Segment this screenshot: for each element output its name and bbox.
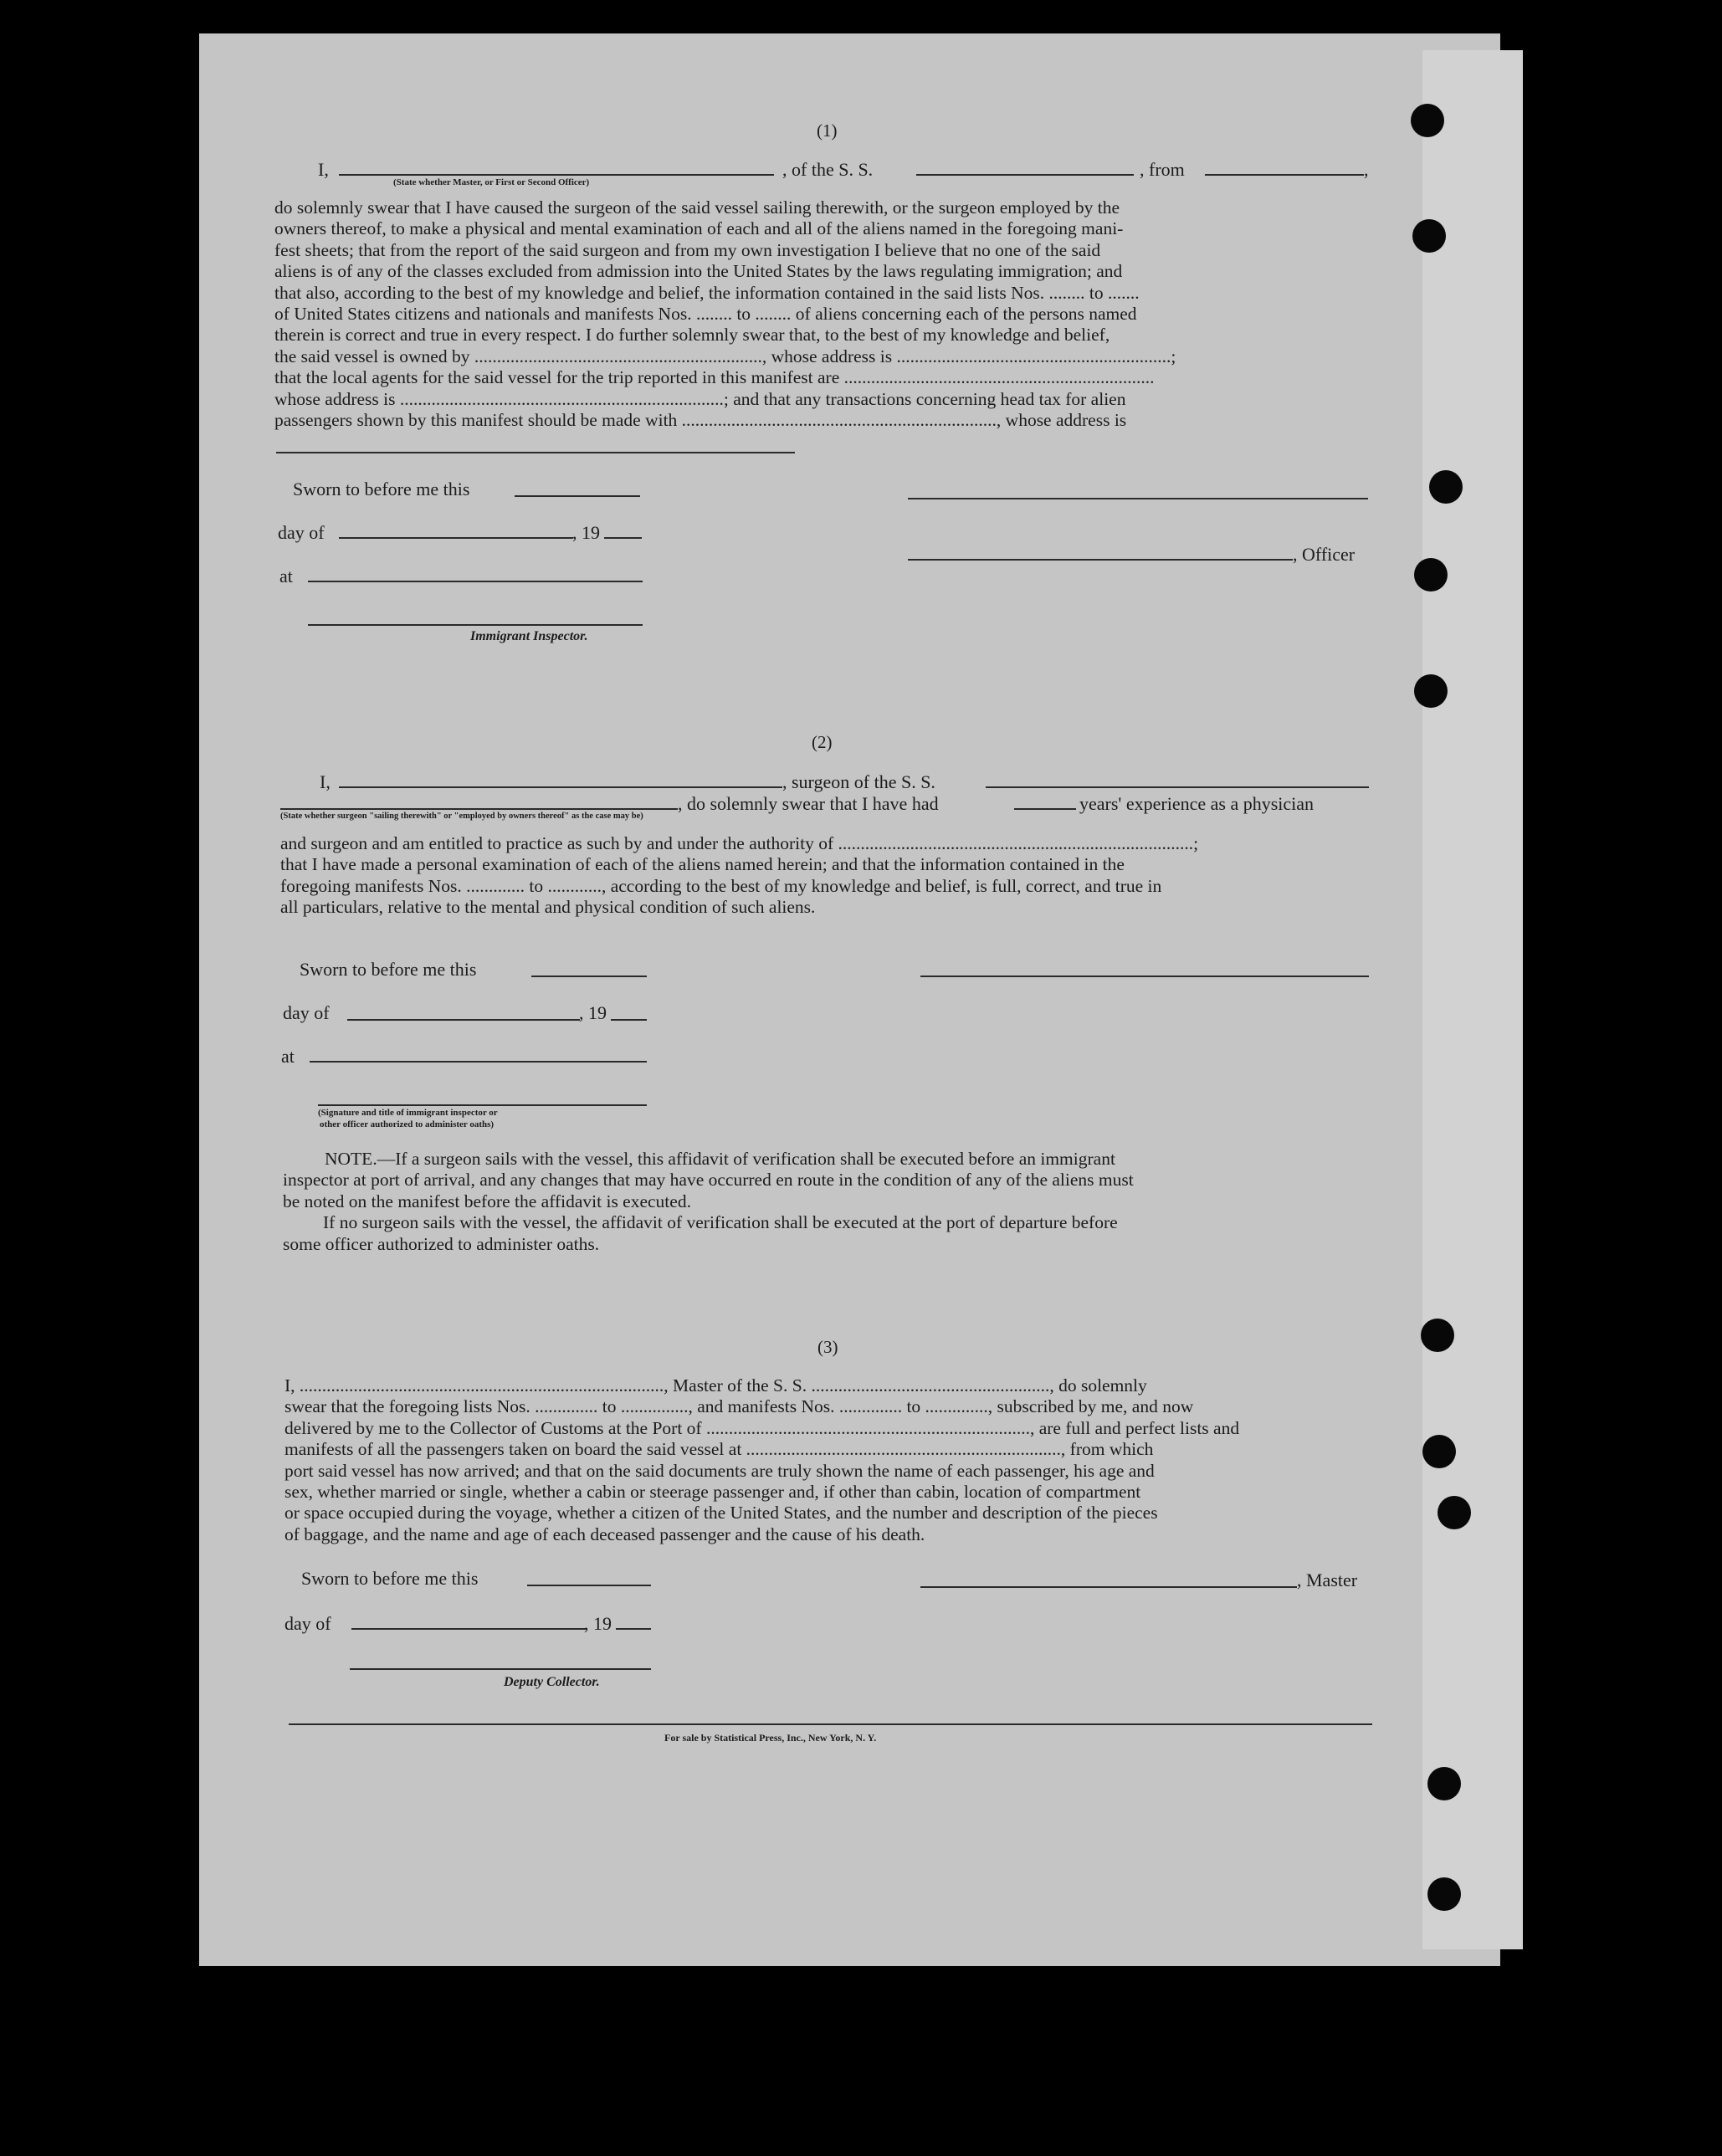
blank-line xyxy=(515,495,640,497)
blank-line xyxy=(351,1628,586,1630)
day-label: day of xyxy=(283,1002,330,1023)
signature-line xyxy=(308,624,643,626)
oath-line: do solemnly swear that I have caused the surgeon of the said vessel sailing therewith, or the surgeon employed by the xyxy=(274,197,1120,218)
blank-line xyxy=(1014,808,1076,810)
signer-caption: other officer authorized to administer oaths) xyxy=(320,1119,495,1129)
oath-body xyxy=(274,197,1367,431)
field-caption: (State whether surgeon "sailing therewith" or "employed by owners thereof" as the case may be) xyxy=(280,812,643,821)
oath-line: whose address is ........................................................................; and that any transactions concerning head tax for alien xyxy=(274,388,1126,409)
signature-line xyxy=(920,1586,1297,1588)
oath-line: or space occupied during the voyage, whether a citizen of the United States, and the number and description of the pieces xyxy=(284,1503,1158,1524)
year-label: , 19 xyxy=(584,1613,612,1634)
punch-hole xyxy=(1421,1319,1454,1352)
printer-imprint: For sale by Statistical Press, Inc., New York, N. Y. xyxy=(664,1732,877,1744)
blank-line xyxy=(308,581,643,582)
blank-line xyxy=(347,1019,580,1021)
blank-line xyxy=(604,537,642,539)
punch-hole xyxy=(1427,1767,1461,1800)
oath-line: that I have made a personal examination of each of the aliens named herein; and that the information contained in the xyxy=(280,854,1125,875)
punch-hole xyxy=(1414,674,1448,708)
signature-line xyxy=(908,498,1368,499)
section-number: (3) xyxy=(817,1337,838,1357)
at-label: at xyxy=(281,1046,295,1067)
oath-line: therein is correct and true in every respect. I do further solemnly swear that, to the best of my knowledge and belief, xyxy=(274,325,1110,346)
oath-line: and surgeon and am entitled to practice as such by and under the authority of ...............................................................................; xyxy=(280,833,1199,853)
oath-line: I, ................................................................................., Master of the S. S. ....................................................., do solemnly xyxy=(284,1375,1147,1396)
page-edge xyxy=(1422,50,1523,1949)
blank-line xyxy=(339,537,573,539)
oath-text: , do solemnly swear that I have had xyxy=(678,793,939,814)
note-line: some officer authorized to administer oaths. xyxy=(283,1233,600,1254)
oath-text: , xyxy=(1364,159,1369,180)
field-caption: (State whether Master, or First or Second Officer) xyxy=(393,177,590,187)
oath-line: sex, whether married or single, whether a cabin or steerage passenger and, if other than cabin, location of compartment xyxy=(284,1482,1141,1503)
signature-line xyxy=(318,1104,647,1106)
footer-rule xyxy=(289,1723,1372,1725)
blank-line xyxy=(1205,174,1364,176)
note-line: If no surgeon sails with the vessel, the affidavit of verification shall be executed at the port of departure before xyxy=(323,1212,1118,1233)
oath-line: the said vessel is owned by ................................................................, whose address is .............................................................; xyxy=(274,346,1176,366)
master-label: , Master xyxy=(1297,1570,1358,1590)
oath-line: all particulars, relative to the mental and physical condition of such aliens. xyxy=(280,897,816,918)
oath-line: that the local agents for the said vessel for the trip reported in this manifest are ..................................................................... xyxy=(274,367,1155,388)
oath-line: manifests of all the passengers taken on board the said vessel at ......................................................................, from which xyxy=(284,1439,1154,1460)
blank-line xyxy=(339,174,774,176)
blank-line xyxy=(276,452,795,453)
punch-hole xyxy=(1414,558,1448,591)
oath-line: owners thereof, to make a physical and mental examination of each and all of the aliens named in the foregoing mani- xyxy=(274,218,1124,239)
signature-line xyxy=(920,976,1369,977)
signer-title: Immigrant Inspector. xyxy=(470,629,588,643)
blank-line xyxy=(280,808,678,810)
sworn-label: Sworn to before me this xyxy=(300,959,477,980)
punch-hole xyxy=(1427,1877,1461,1911)
blank-line xyxy=(616,1628,651,1630)
punch-hole xyxy=(1429,470,1463,504)
punch-hole xyxy=(1411,104,1444,137)
oath-line: fest sheets; that from the report of the said surgeon and from my own investigation I believe that no one of the said xyxy=(274,239,1101,260)
oath-text: , of the S. S. xyxy=(782,159,874,180)
year-label: , 19 xyxy=(572,522,600,543)
oath-line: passengers shown by this manifest should be made with ......................................................................, whose address is xyxy=(274,410,1127,431)
signature-line xyxy=(908,559,1293,561)
note-line: NOTE.—If a surgeon sails with the vessel, this affidavit of verification shall be executed before an immigrant xyxy=(325,1149,1115,1169)
oath-line: foregoing manifests Nos. ............. to ............, according to the best of my knowledge and belief, is full, correct, and true in xyxy=(280,875,1162,896)
note-line: be noted on the manifest before the affidavit is executed. xyxy=(283,1191,691,1211)
sworn-label: Sworn to before me this xyxy=(293,479,470,499)
oath-line: aliens is of any of the classes excluded from admission into the United States by the laws regulating immigration; and xyxy=(274,261,1123,282)
day-label: day of xyxy=(278,522,325,543)
officer-label: , Officer xyxy=(1293,544,1356,565)
oath-text: , surgeon of the S. S. xyxy=(782,771,935,792)
oath-text: I, xyxy=(320,771,331,792)
punch-hole xyxy=(1412,219,1446,253)
oath-text: I, xyxy=(318,159,329,180)
blank-line xyxy=(339,786,782,788)
blank-line xyxy=(611,1019,647,1021)
blank-line xyxy=(310,1061,647,1063)
oath-line: swear that the foregoing lists Nos. .............. to ..............., and manifests Nos. .............. to .............., subscribed by me, and now xyxy=(284,1396,1194,1417)
oath-body xyxy=(284,1375,1374,1545)
note-paragraph xyxy=(283,1149,1372,1255)
oath-line: of baggage, and the name and age of each deceased passenger and the cause of his death. xyxy=(284,1524,925,1544)
signature-line xyxy=(350,1668,651,1670)
oath-line: delivered by me to the Collector of Customs at the Port of ........................................................................, are full and perfect lists and xyxy=(284,1417,1240,1438)
year-label: , 19 xyxy=(579,1002,607,1023)
at-label: at xyxy=(279,566,293,586)
blank-line xyxy=(531,976,647,977)
day-label: day of xyxy=(284,1613,331,1634)
oath-text: , from xyxy=(1140,159,1185,180)
note-line: inspector at port of arrival, and any changes that may have occurred en route in the condition of any of the aliens must xyxy=(283,1170,1134,1191)
section-number: (1) xyxy=(817,120,838,141)
blank-line xyxy=(986,786,1369,788)
blank-line xyxy=(916,174,1134,176)
punch-hole xyxy=(1438,1496,1471,1529)
oath-text: years' experience as a physician xyxy=(1079,793,1315,814)
punch-hole xyxy=(1422,1435,1456,1468)
blank-line xyxy=(527,1585,651,1586)
oath-body xyxy=(280,833,1370,919)
oath-line: that also, according to the best of my knowledge and belief, the information contained in the said lists Nos. ........ to ....... xyxy=(274,282,1140,303)
sworn-label: Sworn to before me this xyxy=(301,1568,479,1589)
oath-line: port said vessel has now arrived; and that on the said documents are truly shown the name of each passenger, his age and xyxy=(284,1460,1155,1481)
section-number: (2) xyxy=(812,732,833,752)
signer-title: Deputy Collector. xyxy=(504,1675,600,1689)
oath-line: of United States citizens and nationals and manifests Nos. ........ to ........ of aliens concerning each of the persons named xyxy=(274,304,1137,325)
signer-caption: (Signature and title of immigrant inspector or xyxy=(318,1108,498,1118)
